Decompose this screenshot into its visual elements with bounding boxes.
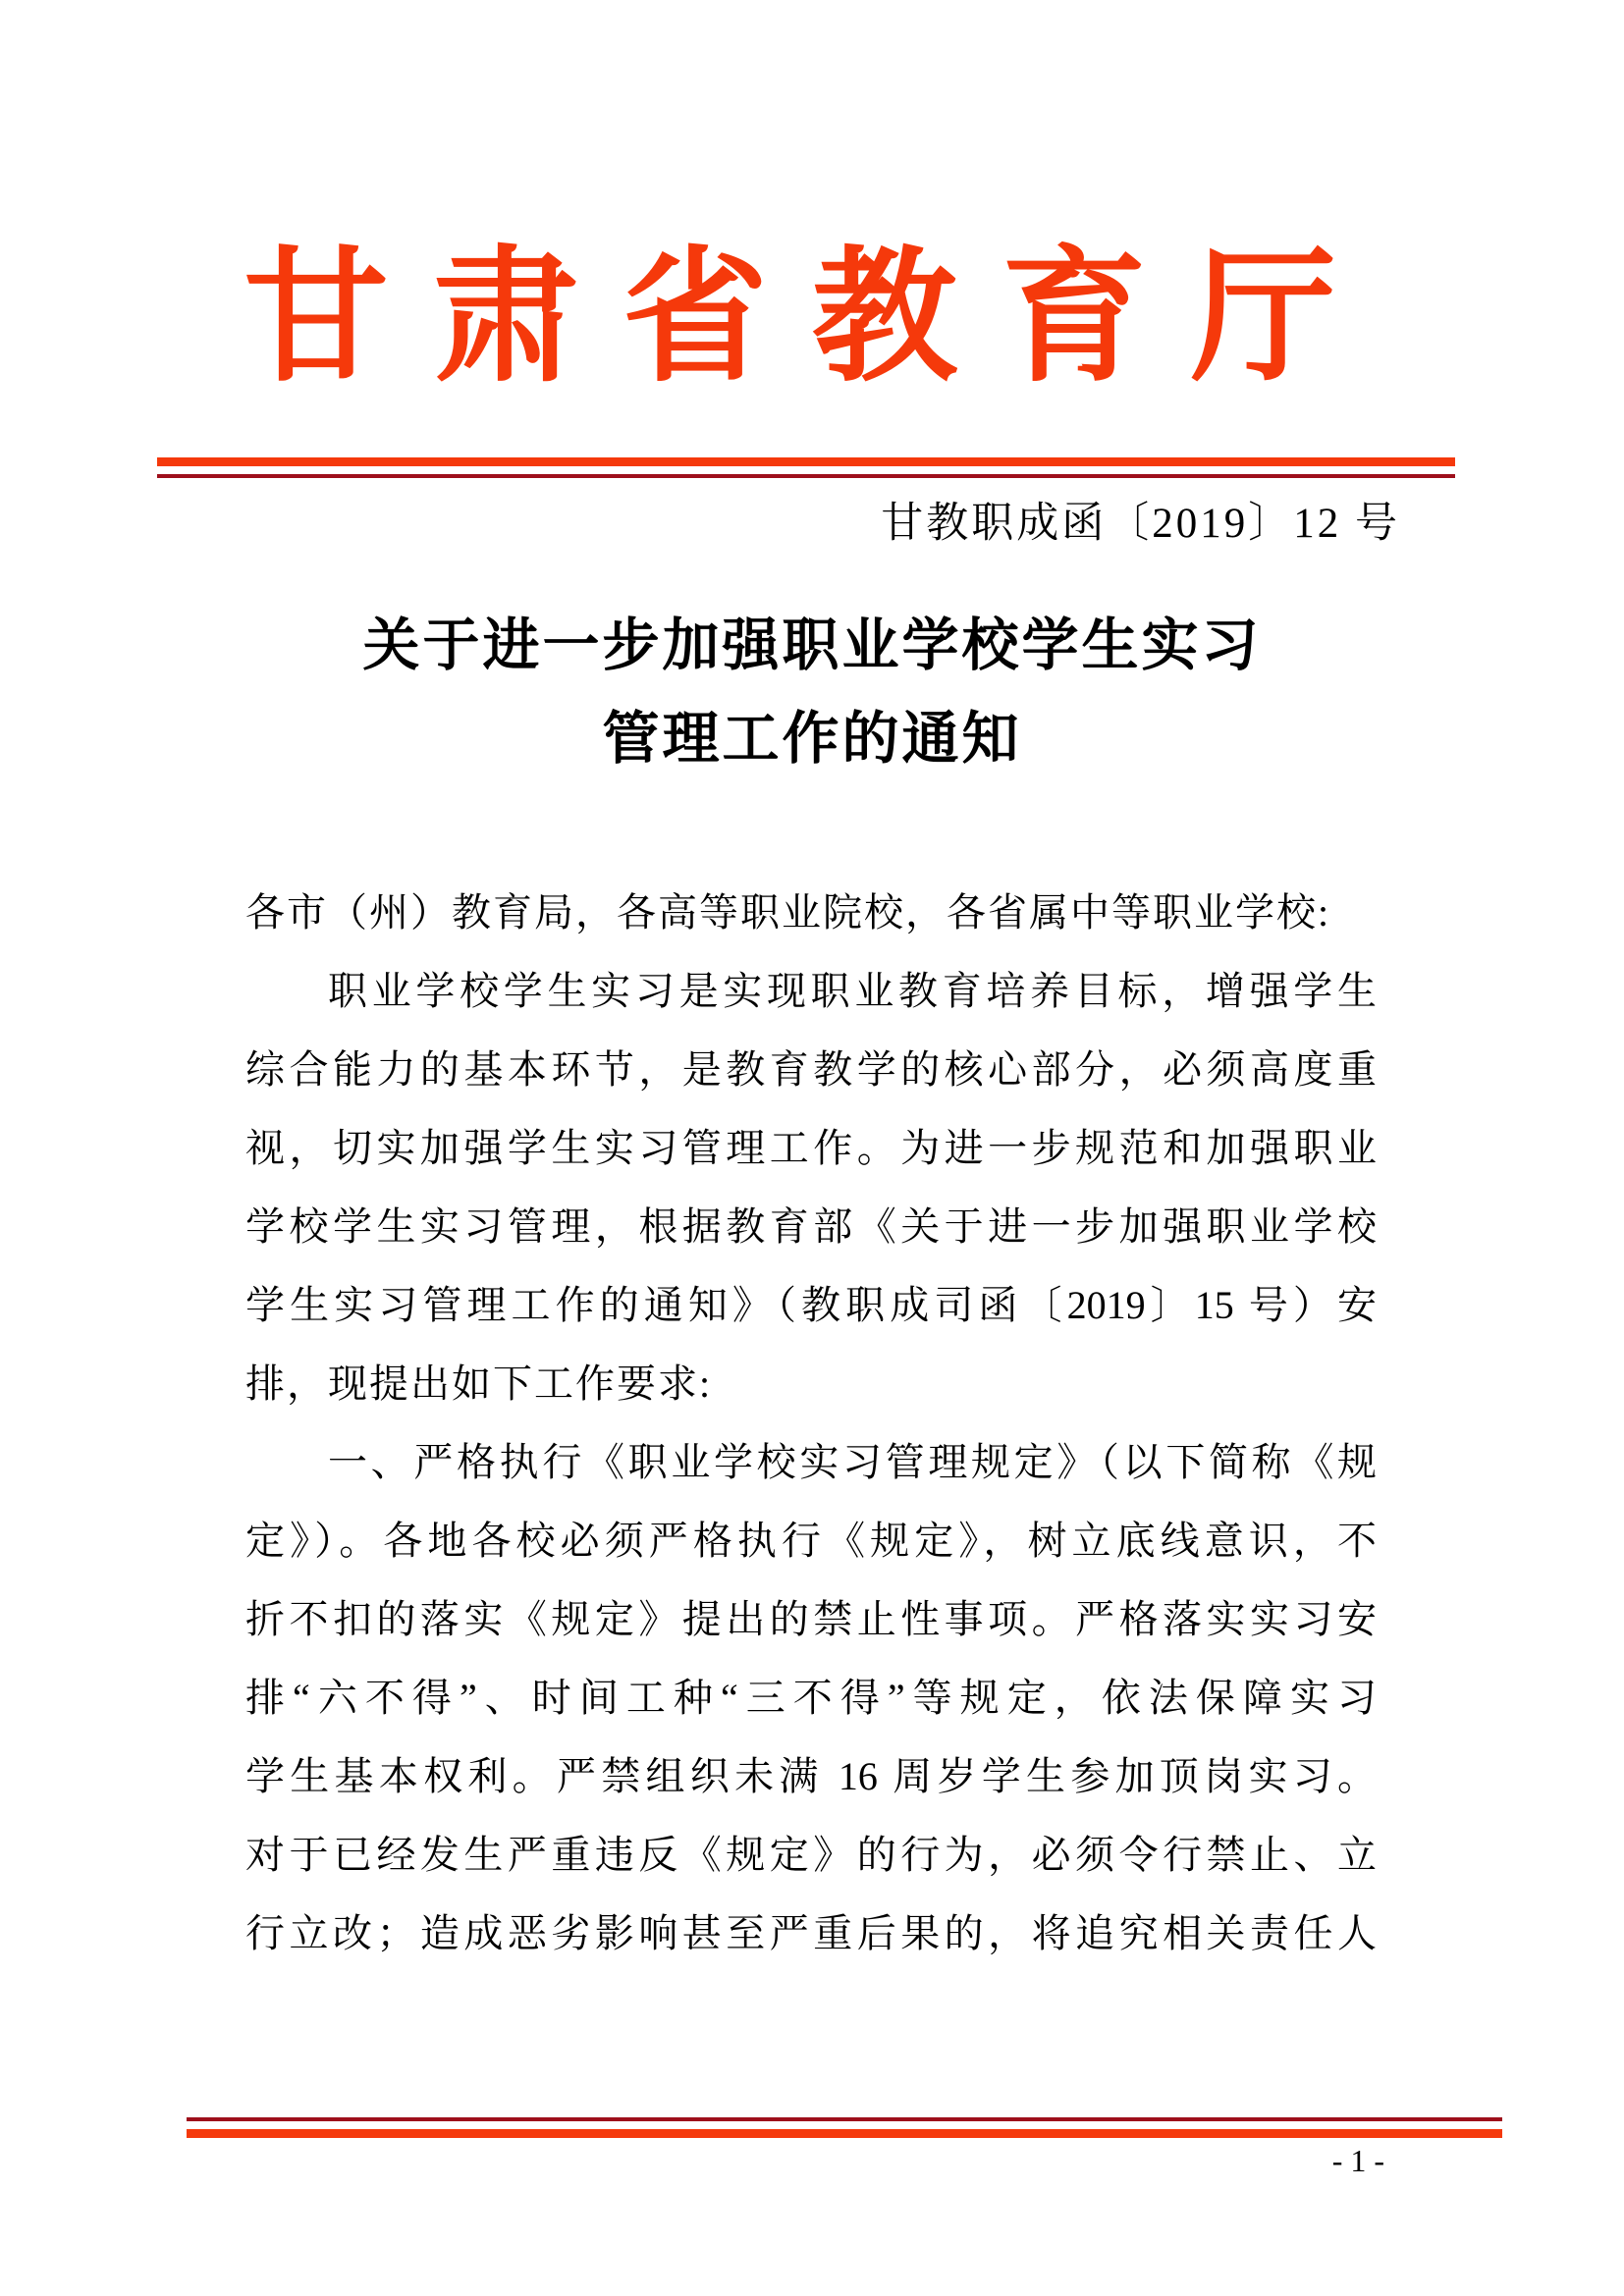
agency-name: 甘肃省教育厅 [244,239,1380,400]
body-line: 排“六不得”、时间工种“三不得”等规定，依法保障实习 [245,1676,1377,1720]
body-line: 排，现提出如下工作要求: [245,1362,713,1406]
body-line: 学生实习管理工作的通知》（教职成司函〔2019〕15 号）安 [245,1283,1377,1327]
footer-rule-thin [187,2117,1502,2121]
body-line: 折不扣的落实《规定》提出的禁止性事项。严格落实实习安 [245,1597,1377,1641]
body-line-salutation: 各市（州）教育局，各高等职业院校，各省属中等职业学校: [245,890,1331,934]
document-body [245,874,1377,1973]
body-line: 学生基本权利。严禁组织未满 16 周岁学生参加顶岗实习。 [245,1754,1377,1798]
document-title-line1: 关于进一步加强职业学校学生实习 [362,614,1262,677]
body-line: 对于已经发生严重违反《规定》的行为，必须令行禁止、立 [245,1833,1377,1877]
document-title-line2: 管理工作的通知 [602,707,1022,771]
body-line: 定》）。各地各校必须严格执行《规定》，树立底线意识，不 [245,1519,1377,1563]
doc-number: 甘教职成函〔2019〕12 号 [881,501,1400,547]
body-line: 行立改；造成恶劣影响甚至严重后果的，将追究相关责任人 [245,1911,1377,1955]
body-line: 学校学生实习管理，根据教育部《关于进一步加强职业学校 [245,1204,1377,1249]
footer-rule-thick [187,2129,1502,2138]
header-rule-thick [157,457,1455,466]
page-number: - 1 - [1331,2143,1384,2178]
body-line: 一、严格执行《职业学校实习管理规定》（以下简称《规 [328,1440,1377,1484]
body-line: 职业学校学生实习是实现职业教育培养目标，增强学生 [328,969,1377,1013]
document-title [0,599,1624,785]
body-line: 视，切实加强学生实习管理工作。为进一步规范和加强职业 [245,1126,1377,1170]
body-line: 综合能力的基本环节，是教育教学的核心部分，必须高度重 [245,1047,1377,1092]
header-rule-thin [157,474,1455,478]
